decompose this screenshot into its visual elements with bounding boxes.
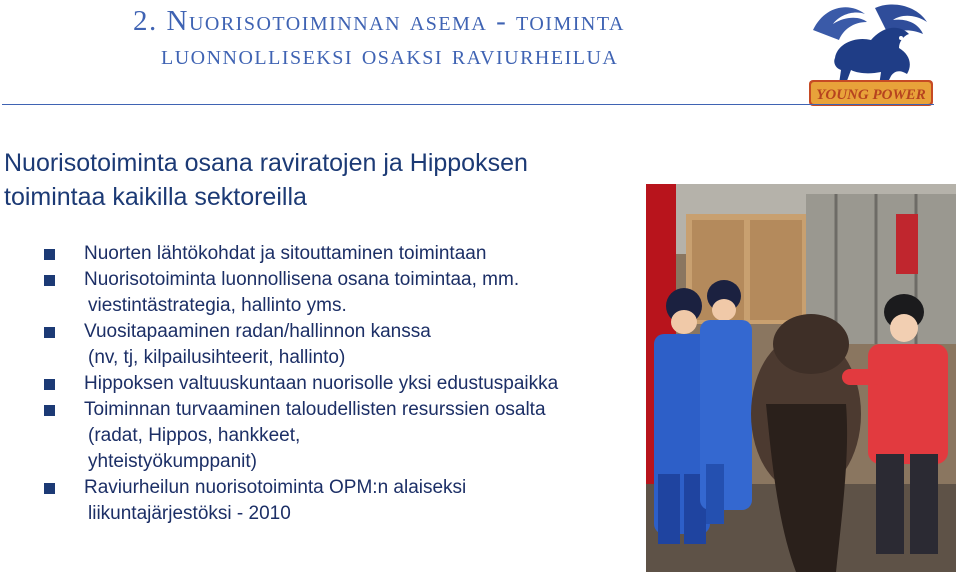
slide-subtitle-line-2: toimintaa kaikilla sektoreilla xyxy=(4,183,307,211)
bullet-square-icon xyxy=(44,249,55,260)
bullet-item xyxy=(44,397,644,475)
logo-wordmark: YOUNG POWER xyxy=(816,87,926,103)
bullet-square-icon xyxy=(44,483,55,494)
horse-logo-icon xyxy=(805,0,935,108)
bullet-square-icon xyxy=(44,379,55,390)
slide-subtitle-line-1: Nuorisotoiminta osana raviratojen ja Hippoksen xyxy=(4,149,528,177)
children-grooming-pony-image xyxy=(646,184,956,572)
bullet-item xyxy=(44,241,644,267)
bullet-square-icon xyxy=(44,275,55,286)
bullet-square-icon xyxy=(44,327,55,338)
slide-subtitle xyxy=(4,146,644,214)
bullet-item xyxy=(44,319,644,371)
slide-title-line-1: 2. Nuorisotoiminnan asema - toiminta xyxy=(133,5,625,37)
young-power-logo xyxy=(805,0,935,108)
bullet-text: Raviurheilun nuorisotoiminta OPM:n alaiseksi xyxy=(84,477,467,498)
bullet-square-icon xyxy=(44,405,55,416)
bullet-item xyxy=(44,267,644,319)
bullet-text-continued: (nv, tj, kilpailusihteerit, hallinto) xyxy=(88,347,346,368)
bullet-text: Hippoksen valtuuskuntaan nuorisolle yksi edustuspaikka xyxy=(84,373,559,394)
slide-title-line-2: luonnolliseksi osaksi raviurheilua xyxy=(161,39,619,71)
bullet-text-continued: (radat, Hippos, hankkeet, xyxy=(88,425,301,446)
bullet-text-continued: liikuntajärjestöksi - 2010 xyxy=(88,503,291,524)
bullet-list xyxy=(44,241,644,527)
bullet-text: Vuositapaaminen radan/hallinnon kanssa xyxy=(84,321,431,342)
bullet-item xyxy=(44,475,644,527)
bullet-text: Toiminnan turvaaminen taloudellisten resurssien osalta xyxy=(84,399,546,420)
bullet-text-continued: viestintästrategia, hallinto yms. xyxy=(88,295,347,316)
slide-title xyxy=(133,4,793,72)
bullet-text: Nuorten lähtökohdat ja sitouttaminen toimintaan xyxy=(84,243,487,264)
bullet-item xyxy=(44,371,644,397)
stable-photo xyxy=(646,184,956,572)
bullet-text-continued: yhteistyökumppanit) xyxy=(88,451,257,472)
bullet-text: Nuorisotoiminta luonnollisena osana toimintaa, mm. xyxy=(84,269,520,290)
title-divider xyxy=(2,104,934,105)
